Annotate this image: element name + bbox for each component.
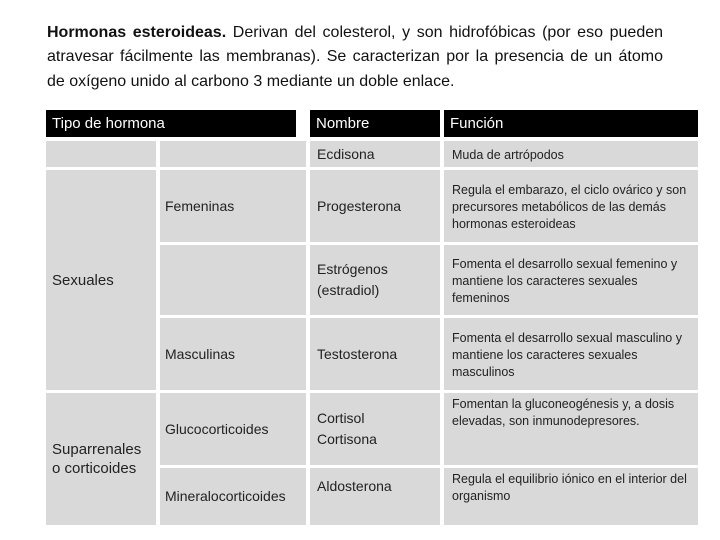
intro-paragraph — [47, 21, 663, 94]
subcategory-masculinas: Masculinas — [160, 318, 306, 390]
category-sexuales: Sexuales — [46, 170, 156, 390]
nombre-cell: Aldosterona — [310, 468, 440, 525]
nombre-cell: Testosterona — [310, 318, 440, 390]
subcategory-mineralocorticoides: Mineralocorticoides — [160, 468, 306, 525]
intro-text: Derivan del colesterol, y son hidrofóbicas (por eso pueden atravesar fácilmente las membranas). Se caracterizan por la presencia de un átomo de oxígeno unido al carbono 3 mediante un doble enlace. — [47, 24, 664, 90]
funcion-cell: Muda de artrópodos — [444, 141, 698, 167]
header-nombre: Nombre — [310, 110, 440, 137]
subcategory-femeninas: Femeninas — [160, 170, 306, 242]
header-tipo: Tipo de hormona — [46, 110, 296, 137]
funcion-cell: Regula el equilibrio iónico en el interior del organismo — [444, 468, 698, 525]
nombre-cell: Cortisol Cortisona — [310, 393, 440, 465]
funcion-cell: Regula el embarazo, el ciclo ovárico y son precursores metabólicos de las demás hormonas esteroideas — [444, 170, 698, 242]
funcion-cell: Fomentan la gluconeogénesis y, a dosis elevadas, son inmunodepresores. — [444, 393, 698, 465]
hormone-table — [46, 110, 698, 525]
empty-cell — [46, 141, 156, 167]
subcategory-glucocorticoides: Glucocorticoides — [160, 393, 306, 465]
category-suprarrenales: Suparrenales o corticoides — [46, 393, 156, 525]
nombre-cell: Ecdisona — [310, 141, 440, 167]
nombre-cell: Progesterona — [310, 170, 440, 242]
funcion-cell: Fomenta el desarrollo sexual masculino y mantiene los caracteres sexuales masculinos — [444, 318, 698, 390]
funcion-cell: Fomenta el desarrollo sexual femenino y mantiene los caracteres sexuales femeninos — [444, 245, 698, 315]
intro-title: Hormonas esteroideas. — [47, 24, 227, 41]
header-funcion: Función — [444, 110, 698, 137]
empty-cell — [160, 245, 306, 315]
empty-cell — [160, 141, 306, 167]
nombre-cell: Estrógenos (estradiol) — [310, 245, 440, 315]
